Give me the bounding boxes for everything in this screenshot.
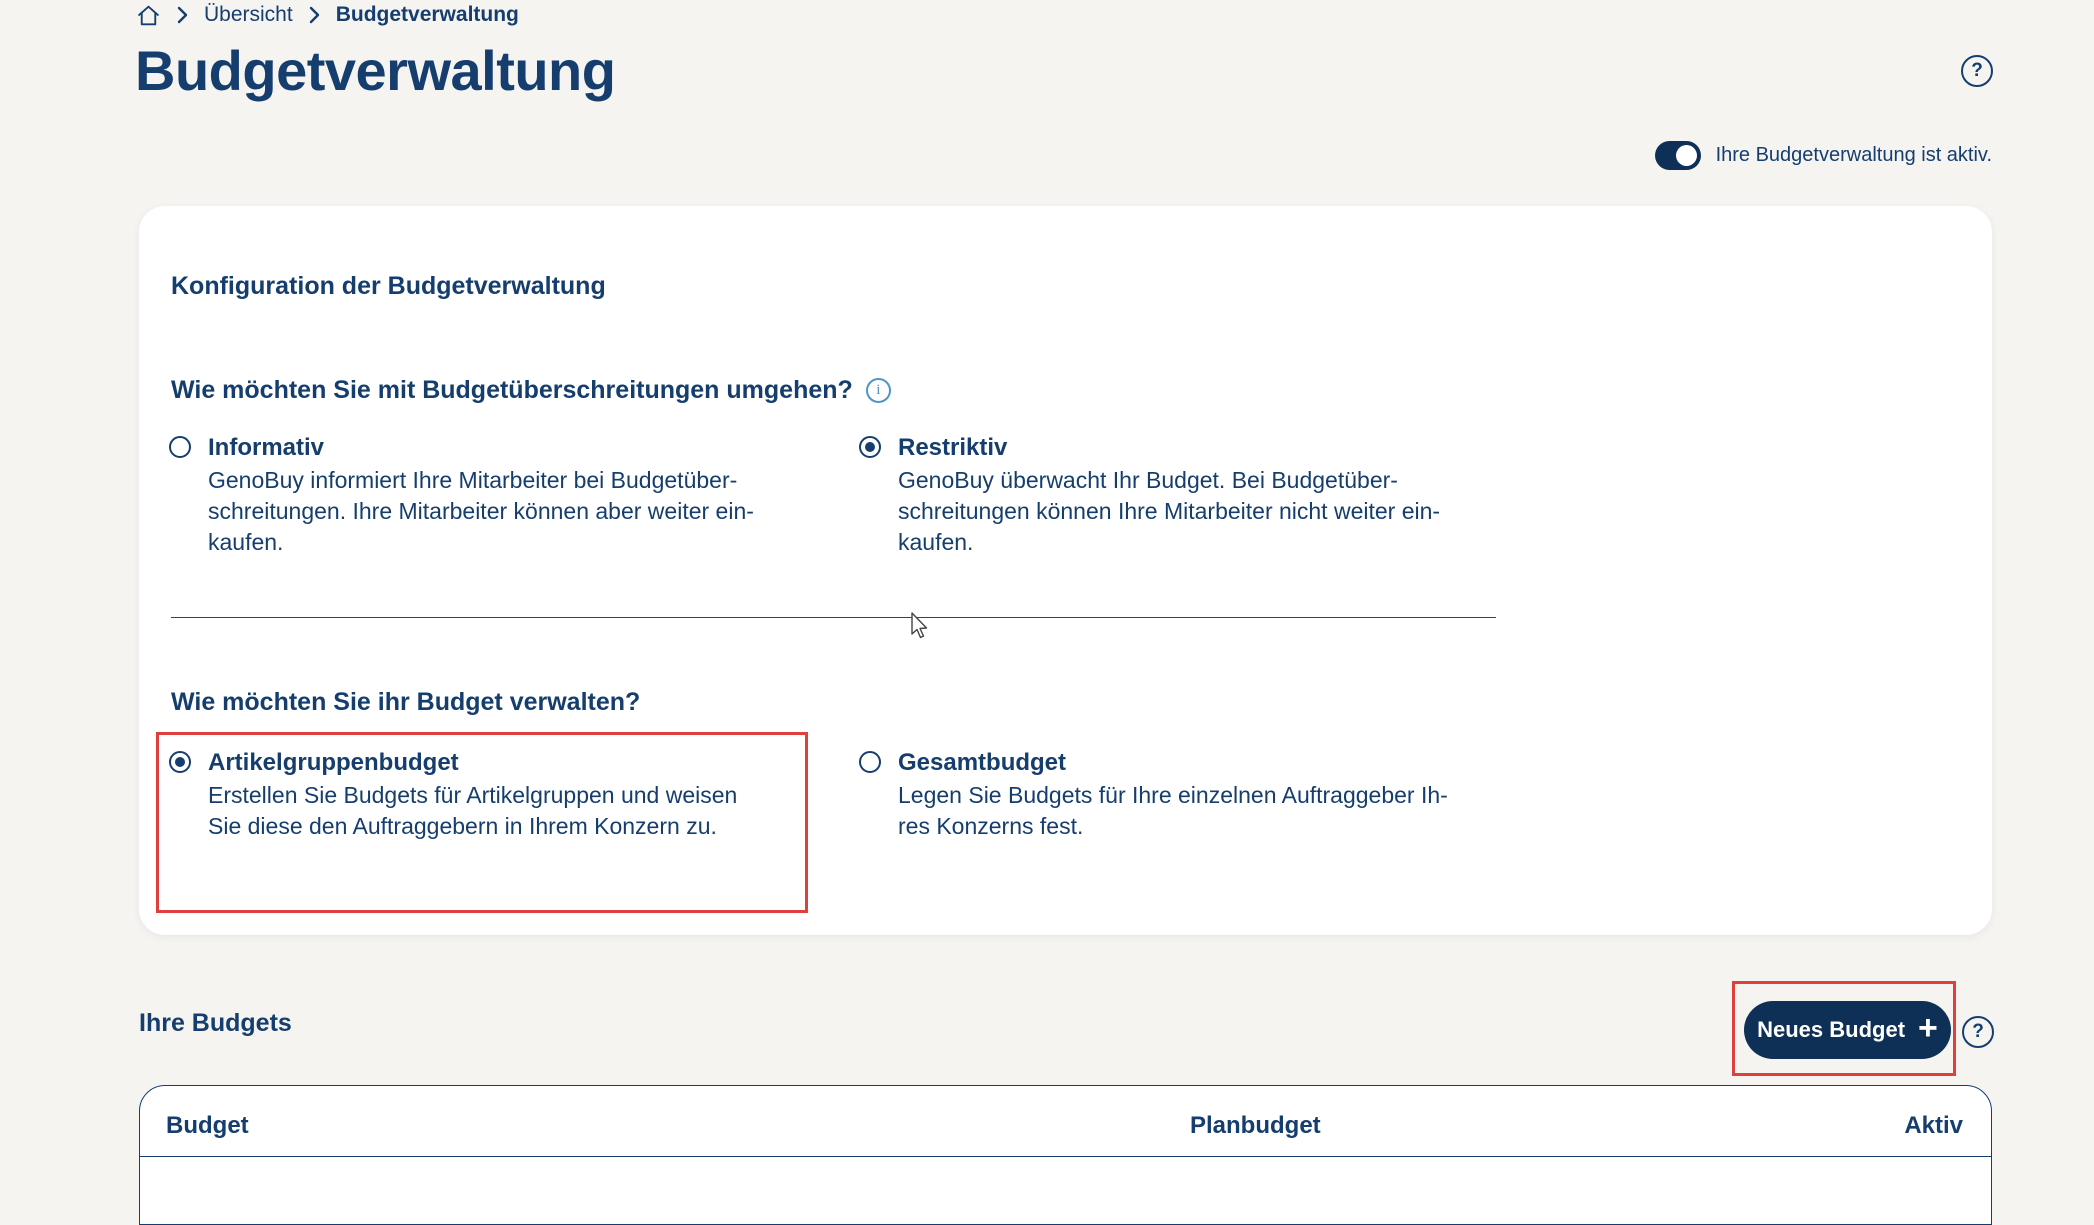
configuration-card [139, 206, 1992, 935]
option-label-restriktiv: Restriktiv [898, 434, 1008, 461]
option-description-restriktiv: GenoBuy überwacht Ihr Budget. Bei Budgetüber- schreitungen können Ihre Mitarbeiter nicht weiter ein- kaufen. [898, 467, 1441, 555]
option-label-informativ: Informativ [208, 434, 325, 461]
radio-option-informativ[interactable] [169, 434, 809, 558]
radio-selected-icon[interactable] [859, 436, 881, 458]
question-budget-overrun [171, 376, 891, 405]
question-budget-overrun-label: Wie möchten Sie mit Budgetüberschreitungen umgehen? [171, 376, 853, 404]
option-label-gesamtbudget: Gesamtbudget [898, 749, 1067, 776]
radio-unselected-icon[interactable] [859, 751, 881, 773]
info-icon[interactable]: i [866, 378, 891, 403]
chevron-right-icon [177, 6, 188, 24]
section-divider [171, 617, 1496, 618]
help-icon[interactable]: ? [1961, 55, 1993, 87]
budget-active-toggle-row [1655, 141, 1992, 170]
question-budget-manage-label: Wie möchten Sie ihr Budget verwalten? [171, 688, 641, 716]
breadcrumb-item-uebersicht[interactable]: Übersicht [204, 3, 293, 26]
toggle-label: Ihre Budgetverwaltung ist aktiv. [1715, 144, 1992, 166]
option-label-artikelgruppenbudget: Artikelgruppenbudget [208, 749, 459, 776]
radio-option-restriktiv[interactable] [859, 434, 1519, 558]
mouse-cursor-icon [908, 612, 930, 647]
radio-selected-icon[interactable] [169, 751, 191, 773]
home-icon[interactable] [136, 3, 161, 28]
question-budget-manage [171, 688, 640, 717]
toggle-knob [1676, 145, 1697, 166]
page-title: Budgetverwaltung [135, 39, 616, 102]
plus-icon: + [1918, 1009, 1938, 1047]
column-header-budget: Budget [166, 1112, 249, 1139]
budgets-section-heading: Ihre Budgets [139, 1009, 292, 1037]
option-description-informativ: GenoBuy informiert Ihre Mitarbeiter bei Budgetüber- schreitungen. Ihre Mitarbeiter können aber weiter ein- kaufen. [208, 467, 754, 555]
new-budget-button-label: Neues Budget [1757, 1017, 1906, 1042]
column-header-aktiv: Aktiv [1904, 1112, 1963, 1139]
chevron-right-icon [309, 6, 320, 24]
table-header-divider [140, 1156, 1991, 1157]
config-card-heading: Konfiguration der Budgetverwaltung [171, 272, 606, 300]
option-description-gesamtbudget: Legen Sie Budgets für Ihre einzelnen Auftraggeber Ih- res Konzerns fest. [898, 782, 1448, 839]
budget-active-toggle[interactable] [1655, 141, 1701, 170]
breadcrumb [136, 2, 519, 28]
help-icon[interactable]: ? [1962, 1016, 1994, 1048]
option-description-artikelgruppenbudget: Erstellen Sie Budgets für Artikelgruppen und weisen Sie diese den Auftraggebern in Ihrem Konzern zu. [208, 782, 738, 839]
new-budget-button[interactable] [1744, 1001, 1951, 1059]
breadcrumb-item-budgetverwaltung: Budgetverwaltung [335, 3, 519, 26]
budgets-table [139, 1085, 1992, 1225]
column-header-planbudget: Planbudget [1190, 1112, 1321, 1139]
radio-option-artikelgruppenbudget[interactable] [169, 749, 789, 842]
radio-unselected-icon[interactable] [169, 436, 191, 458]
radio-option-gesamtbudget[interactable] [859, 749, 1519, 842]
